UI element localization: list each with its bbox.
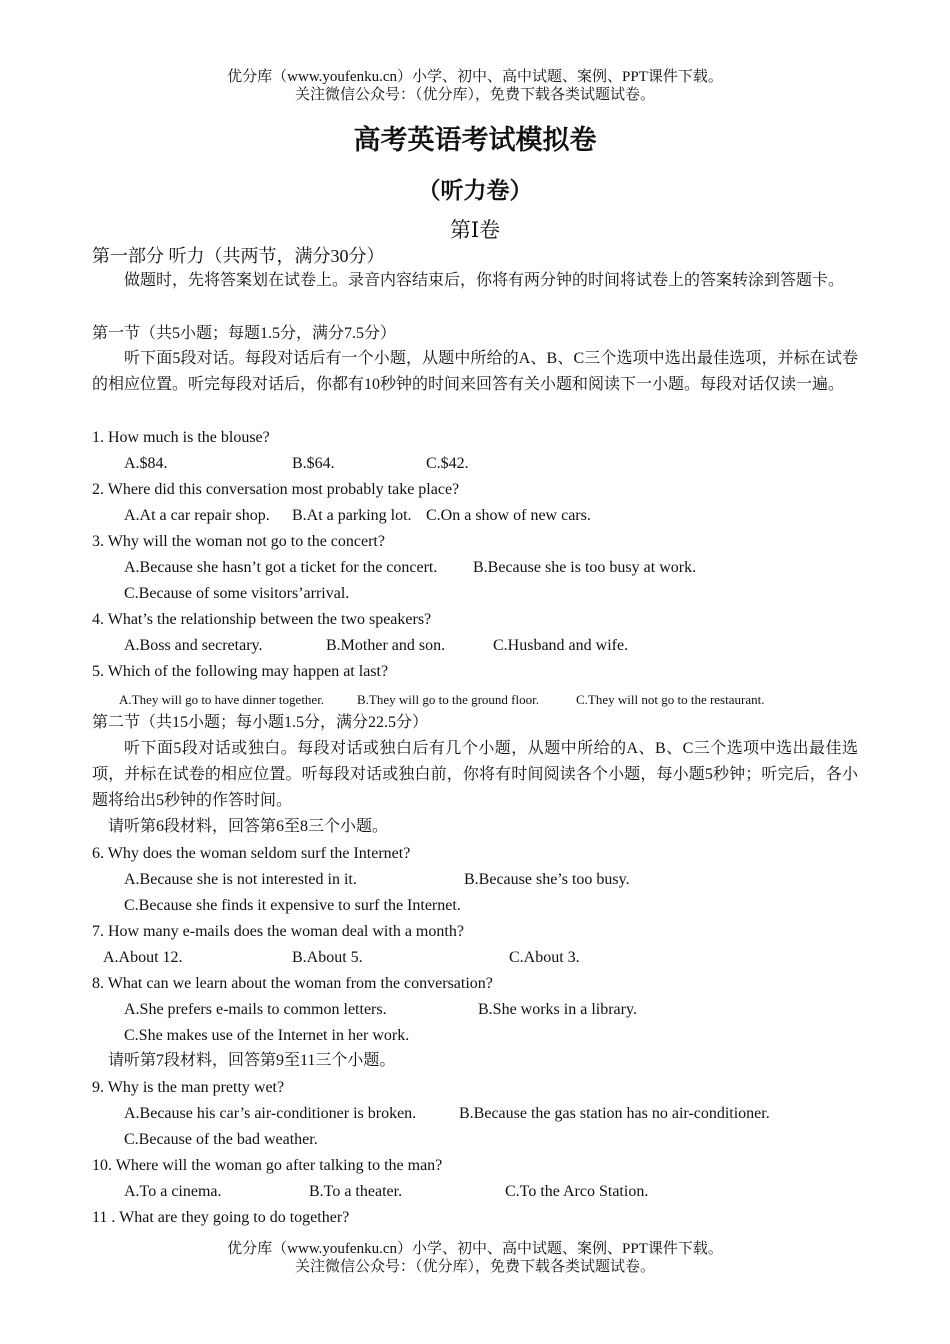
question-8: 8. What can we learn about the woman from the conversation? bbox=[92, 975, 493, 992]
option-5c: C.They will not go to the restaurant. bbox=[576, 692, 765, 707]
option-4c: C.Husband and wife. bbox=[493, 637, 629, 654]
option-9c: C.Because of the bad weather. bbox=[124, 1131, 318, 1148]
question-6: 6. Why does the woman seldom surf the Internet? bbox=[92, 845, 411, 862]
material-7-note: 请听第7段材料，回答第9至11三个小题。 bbox=[108, 1052, 396, 1069]
option-9a: A.Because his car’s air-conditioner is broken. bbox=[124, 1105, 417, 1122]
option-2c: C.On a show of new cars. bbox=[426, 507, 591, 524]
question-1: 1. How much is the blouse? bbox=[92, 429, 270, 446]
volume-label: 第Ⅰ卷 bbox=[449, 218, 501, 242]
option-10b: B.To a theater. bbox=[309, 1183, 403, 1200]
option-6a: A.Because she is not interested in it. bbox=[124, 871, 357, 888]
part1-instruction: 做题时，先将答案划在试卷上。录音内容结束后，你将有两分钟的时间将试卷上的答案转涂到答题卡。 bbox=[124, 272, 845, 289]
option-1b: B.$64. bbox=[292, 455, 335, 472]
option-5a: A.They will go to have dinner together. bbox=[119, 692, 325, 707]
option-4b: B.Mother and son. bbox=[326, 637, 446, 654]
option-2a: A.At a car repair shop. bbox=[124, 507, 270, 524]
option-8a: A.She prefers e-mails to common letters. bbox=[124, 1001, 387, 1018]
option-10c: C.To the Arco Station. bbox=[505, 1183, 649, 1200]
option-8c: C.She makes use of the Internet in her work. bbox=[124, 1027, 410, 1044]
section1-instruction: 听下面5段对话。每段对话后有一个小题，从题中所给的A、B、C三个选项中选出最佳选项，并标在试卷的相应位置。听完每段对话后，你都有10秒钟的时间来回答有关小题和阅读下一小题。每段对话仅读一遍。 bbox=[92, 350, 858, 393]
exam-subtitle: （听力卷） bbox=[417, 178, 533, 204]
question-4: 4. What’s the relationship between the two speakers? bbox=[92, 611, 432, 628]
material-6-note: 请听第6段材料，回答第6至8三个小题。 bbox=[108, 818, 389, 835]
option-7a: A.About 12. bbox=[103, 949, 183, 966]
option-2b: B.At a parking lot. bbox=[292, 507, 412, 524]
footer-line-1: 优分库（www.youfenku.cn）小学、初中、高中试题、案例、PPT课件下载。 bbox=[227, 1241, 723, 1257]
option-8b: B.She works in a library. bbox=[478, 1001, 637, 1018]
option-7c: C.About 3. bbox=[509, 949, 580, 966]
option-3a: A.Because she hasn’t got a ticket for the concert. bbox=[124, 559, 438, 576]
question-5: 5. Which of the following may happen at last? bbox=[92, 663, 389, 680]
section2-instruction: 听下面5段对话或独白。每段对话或独白后有几个小题，从题中所给的A、B、C三个选项中选出最佳选项，并标在试卷的相应位置。听每段对话或独白前，你将有时间阅读各个小题，每小题5秒钟；听完后，各小题将给出5秒钟的作答时间。 bbox=[92, 740, 858, 809]
question-7: 7. How many e-mails does the woman deal with a month? bbox=[92, 923, 464, 940]
footer-line-2: 关注微信公众号：（优分库），免费下载各类试题试卷。 bbox=[294, 1259, 655, 1275]
section2-heading: 第二节（共15小题；每小题1.5分，满分22.5分） bbox=[92, 714, 429, 731]
option-1c: C.$42. bbox=[426, 455, 469, 472]
question-2: 2. Where did this conversation most probably take place? bbox=[92, 481, 460, 498]
option-3c: C.Because of some visitors’arrival. bbox=[124, 585, 350, 602]
question-9: 9. Why is the man pretty wet? bbox=[92, 1079, 285, 1096]
header-line-2: 关注微信公众号：（优分库），免费下载各类试题试卷。 bbox=[294, 87, 655, 103]
exam-title: 高考英语考试模拟卷 bbox=[353, 125, 597, 156]
option-10a: A.To a cinema. bbox=[124, 1183, 222, 1200]
option-6b: B.Because she’s too busy. bbox=[464, 871, 630, 888]
option-5b: B.They will go to the ground floor. bbox=[357, 692, 539, 707]
question-3: 3. Why will the woman not go to the concert? bbox=[92, 533, 385, 550]
option-3b: B.Because she is too busy at work. bbox=[473, 559, 697, 576]
question-11: 11 . What are they going to do together? bbox=[92, 1209, 350, 1226]
option-1a: A.$84. bbox=[124, 455, 168, 472]
option-9b: B.Because the gas station has no air-conditioner. bbox=[459, 1105, 770, 1122]
option-7b: B.About 5. bbox=[292, 949, 363, 966]
option-6c: C.Because she finds it expensive to surf the Internet. bbox=[124, 897, 461, 914]
question-10: 10. Where will the woman go after talking to the man? bbox=[92, 1157, 443, 1174]
part1-heading: 第一部分 听力（共两节，满分30分） bbox=[92, 246, 385, 266]
header-line-1: 优分库（www.youfenku.cn）小学、初中、高中试题、案例、PPT课件下载。 bbox=[227, 69, 723, 85]
section1-heading: 第一节（共5小题；每题1.5分，满分7.5分） bbox=[92, 325, 397, 342]
option-4a: A.Boss and secretary. bbox=[124, 637, 263, 654]
